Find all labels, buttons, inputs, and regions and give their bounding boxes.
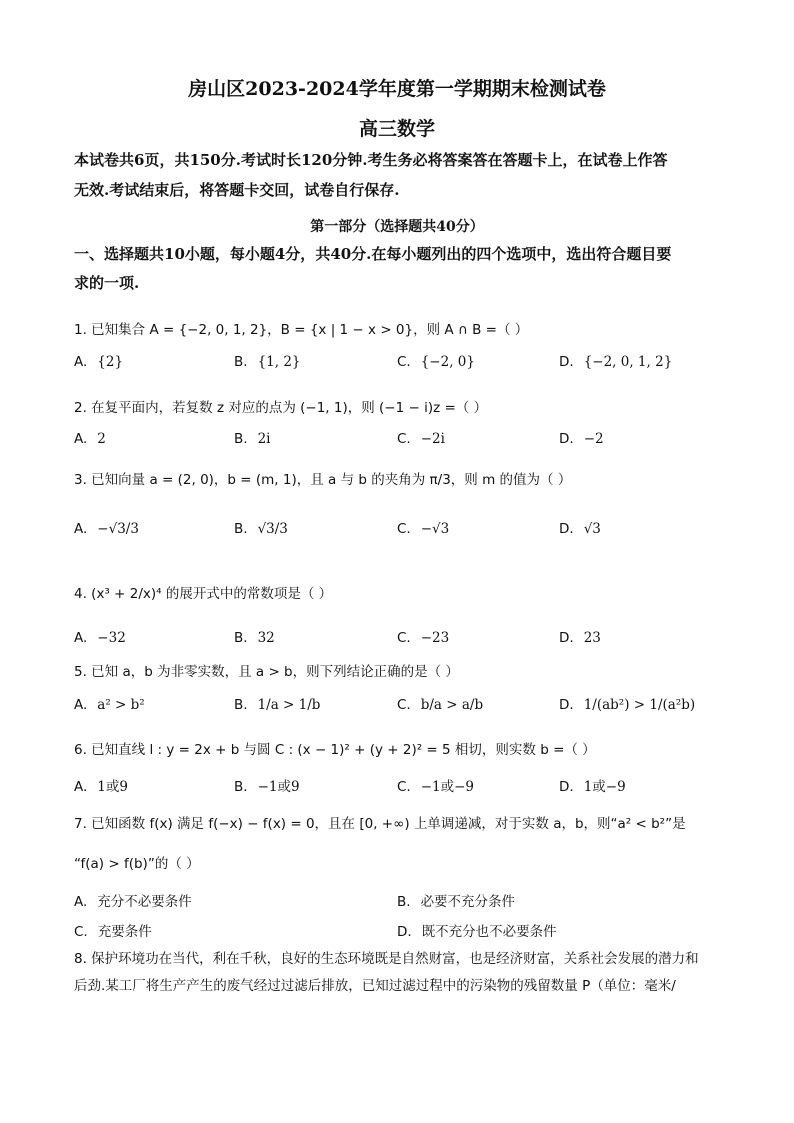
section-heading: 第一部分（选择题共40分） [310,219,484,235]
option-c[interactable]: C. −1或−9 [397,779,475,795]
question-stem: 1. 已知集合 A = {−2, 0, 1, 2}，B = {x | 1 − x > 0}，则 A ∩ B =（ ） [74,322,529,338]
page-subtitle: 高三数学 [358,118,435,140]
option-a[interactable]: A. 2 [74,431,106,447]
question-stem-continued: “f(a) > f(b)”的（ ） [74,856,200,872]
question-stem: 8. 保护环境功在当代，利在千秋，良好的生态环境既是自然财富，也是经济财富，关系社会发展的潜力和 [74,951,699,967]
instructions-line: 无效.考试结束后，将答题卡交回，试卷自行保存. [74,181,400,199]
option-b[interactable]: B. 32 [234,630,275,646]
option-c[interactable]: C. −2i [397,431,445,447]
question-stem-continued: 后劲.某工厂将生产产生的废气经过过滤后排放，已知过滤过程中的污染物的残留数量 P（单位：毫米/ [74,978,676,994]
question-stem: 2. 在复平面内，若复数 z 对应的点为 (−1, 1)，则 (−1 − i)z =（ ） [74,400,488,416]
exam-instructions [74,145,722,205]
option-b[interactable]: B. −1或9 [234,779,300,795]
question-stem: 6. 已知直线 l : y = 2x + b 与圆 C : (x − 1)² + (y + 2)² = 5 相切，则实数 b =（ ） [74,742,596,758]
option-c[interactable]: C. −23 [397,630,450,646]
option-c[interactable]: C. −√3 [397,521,450,537]
option-b[interactable]: B. 1/a > 1/b [234,697,321,713]
option-d[interactable]: D. √3 [559,521,601,537]
option-d[interactable]: D. 既不充分也不必要条件 [397,924,557,940]
option-a[interactable]: A. {2} [74,354,124,370]
option-d[interactable]: D. {−2, 0, 1, 2} [559,354,673,370]
question-stem: 7. 已知函数 f(x) 满足 f(−x) − f(x) = 0，且在 [0, +∞) 上单调递减，对于实数 a，b，则“a² < b²”是 [74,816,686,832]
option-b[interactable]: B. {1, 2} [234,354,301,370]
option-a[interactable]: A. −32 [74,630,126,646]
instructions-line: 求的一项. [74,274,140,292]
option-b[interactable]: B. 2i [234,431,271,447]
page-title: 房山区2023-2024学年度第一学期期末检测试卷 [188,78,606,100]
question-paragraph [74,946,724,1000]
option-c[interactable]: C. 充要条件 [74,924,152,940]
option-d[interactable]: D. 1或−9 [559,779,626,795]
instructions-line: 一、选择题共10小题，每小题4分，共40分.在每小题列出的四个选项中，选出符合题目要 [74,245,672,263]
option-c[interactable]: C. {−2, 0} [397,354,475,370]
option-a[interactable]: A. 充分不必要条件 [74,894,192,910]
option-b[interactable]: B. √3/3 [234,521,288,537]
option-d[interactable]: D. 1/(ab²) > 1/(a²b) [559,697,696,713]
option-a[interactable]: A. −√3/3 [74,521,139,537]
question-stem: 3. 已知向量 a = (2, 0)，b = (m, 1)，且 a 与 b 的夹角为 π/3，则 m 的值为（ ） [74,472,572,488]
option-d[interactable]: D. 23 [559,630,601,646]
option-a[interactable]: A. a² > b² [74,697,145,713]
section-instructions [74,240,722,298]
instructions-line: 本试卷共6页，共150分.考试时长120分钟.考生务必将答案答在答题卡上，在试卷上作答 [74,151,668,169]
question-stem: 4. (x³ + 2/x)⁴ 的展开式中的常数项是（ ） [74,586,333,602]
option-c[interactable]: C. b/a > a/b [397,697,484,713]
option-d[interactable]: D. −2 [559,431,604,447]
question-stem: 5. 已知 a，b 为非零实数，且 a > b，则下列结论正确的是（ ） [74,664,459,680]
option-b[interactable]: B. 必要不充分条件 [397,894,516,910]
option-a[interactable]: A. 1或9 [74,779,128,795]
